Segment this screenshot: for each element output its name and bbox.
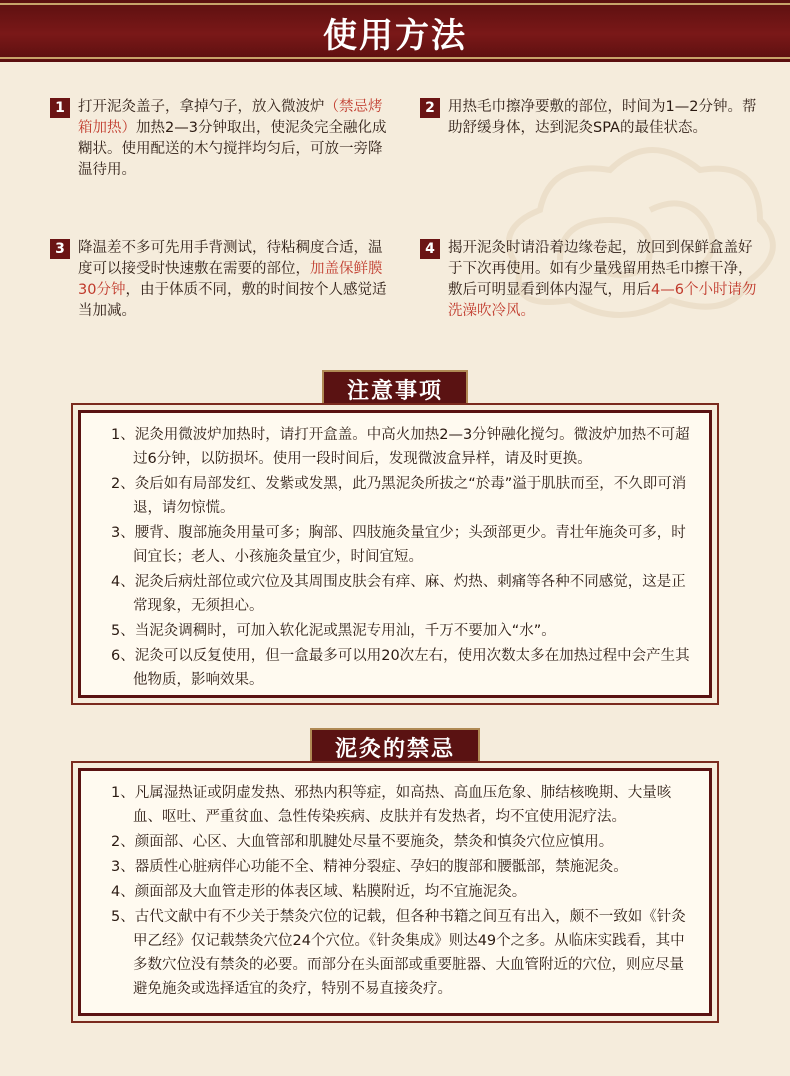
step-highlight: 加盖保鲜膜30分钟 [78,261,383,298]
list-item: 2、灸后如有局部发红、发紫或发黑，此乃黑泥灸所拔之“於毒”溢于肌肤而至，不久即可消退，请勿惊慌。 [111,476,687,516]
notes-panel [78,410,712,698]
list-item: 3、腰背、腹部施灸用量可多；胸部、四肢施灸量宜少；头颈部更少。青壮年施灸可多，时间宜长；老人、小孩施灸量宜少，时间宜短。 [111,525,686,565]
step-highlight: 4—6个小时请勿洗澡吹冷风。 [448,282,757,319]
step-text: 用热毛巾擦净要敷的部位，时间为1—2分钟。帮助舒缓身体，达到泥灸SPA的最佳状态。 [448,99,757,136]
taboo-title: 泥灸的禁忌 [310,728,480,768]
step-text: 降温差不多可先用手背测试，待粘稠度合适，温度可以接受时快速敷在需要的部位， [78,240,383,277]
list-item: 1、凡属湿热证或阴虚发热、邪热内积等症，如高热、高血压危象、肺结核晚期、大量咳血、呕吐、严重贫血、急性传染疾病、皮肤并有发热者，均不宜使用泥疗法。 [111,785,672,825]
page-title: 使用方法 [323,16,467,56]
step-text-tail: 加热2—3分钟取出，使泥灸完全融化成糊状。使用配送的木勺搅拌均匀后，可放一旁降温待用。 [78,120,387,178]
notes-title: 注意事项 [322,370,468,410]
taboo-panel [78,768,712,1016]
list-item: 4、颜面部及大血管走形的体表区域、粘膜附近，均不宜施泥灸。 [111,884,527,900]
step-number: 3 [50,239,70,259]
list-item: 3、器质性心脏病伴心功能不全、精神分裂症、孕妇的腹部和腰骶部，禁施泥灸。 [111,859,628,875]
list-item: 5、当泥灸调稠时，可加入软化泥或黑泥专用汕，千万不要加入“水”。 [111,623,556,639]
step-text: 揭开泥灸时请沿着边缘卷起，放回到保鲜盒盖好于下次再使用。如有少量残留用热毛巾擦干净，敷后可明显看到体内湿气，用后 [448,240,753,298]
step-text-tail: ，由于体质不同，敷的时间按个人感觉适当加减。 [78,282,387,319]
list-item: 2、颜面部、心区、大血管部和肌腱处尽量不要施灸，禁灸和慎灸穴位应慎用。 [111,834,614,850]
step-number: 2 [420,98,440,118]
list-item: 5、古代文献中有不少关于禁灸穴位的记载，但各种书籍之间互有出入，颇不一致如《针灸甲乙经》仅记载禁灸穴位24个穴位。《针灸集成》则达49个之多。从临床实践看，其中多数穴位没有禁灸的必要。而部分在头面部或重要脏器、大血管附近的穴位，则应尽量避免施灸或选择适宜的灸疗，特别不易直接灸疗。 [111,909,686,997]
step-highlight: （禁忌烤箱加热） [78,99,383,136]
header-banner [0,0,790,62]
step-text: 打开泥灸盖子，拿掉勺子，放入微波炉 [78,99,325,115]
step-4 [425,238,758,322]
step-number: 4 [420,239,440,259]
list-item: 4、泥灸后病灶部位或穴位及其周围皮肤会有痒、麻、灼热、刺痛等各种不同感觉，这是正常现象，无须担心。 [111,574,686,614]
step-2 [425,97,758,139]
step-3 [55,238,394,322]
step-number: 1 [50,98,70,118]
list-item: 1、泥灸用微波炉加热时，请打开盒盖。中高火加热2—3分钟融化搅匀。微波炉加热不可超过6分钟，以防损坏。使用一段时间后，发现微波盒异样，请及时更换。 [111,427,690,467]
step-1 [55,97,394,181]
list-item: 6、泥灸可以反复使用，但一盒最多可以用20次左右，使用次数太多在加热过程中会产生其他物质，影响效果。 [111,648,690,688]
